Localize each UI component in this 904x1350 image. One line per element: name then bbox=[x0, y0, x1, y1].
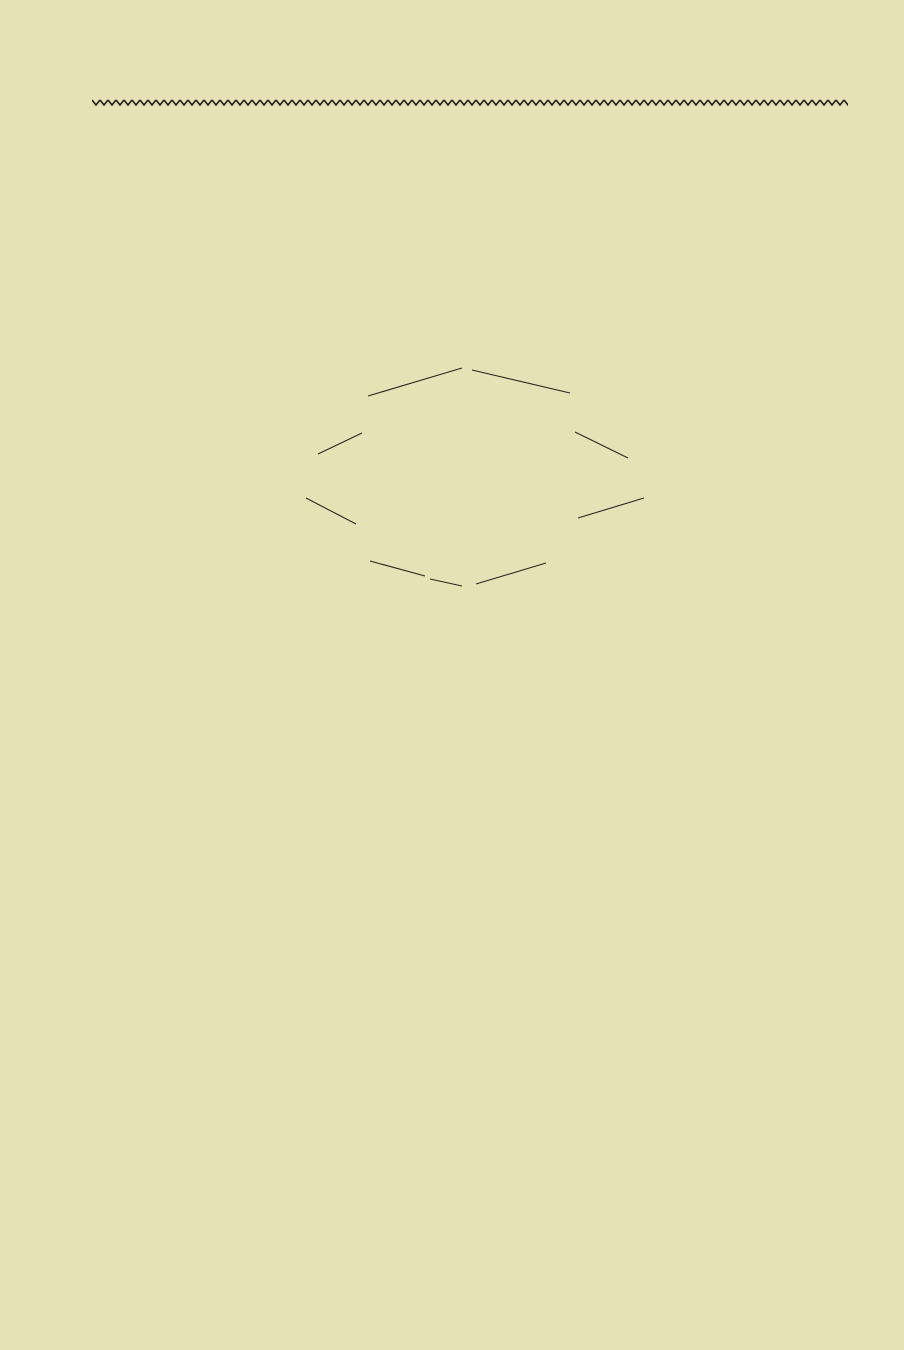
elements-diagram bbox=[0, 330, 904, 620]
diagram-lines bbox=[0, 330, 904, 620]
header-ornament bbox=[92, 97, 848, 107]
